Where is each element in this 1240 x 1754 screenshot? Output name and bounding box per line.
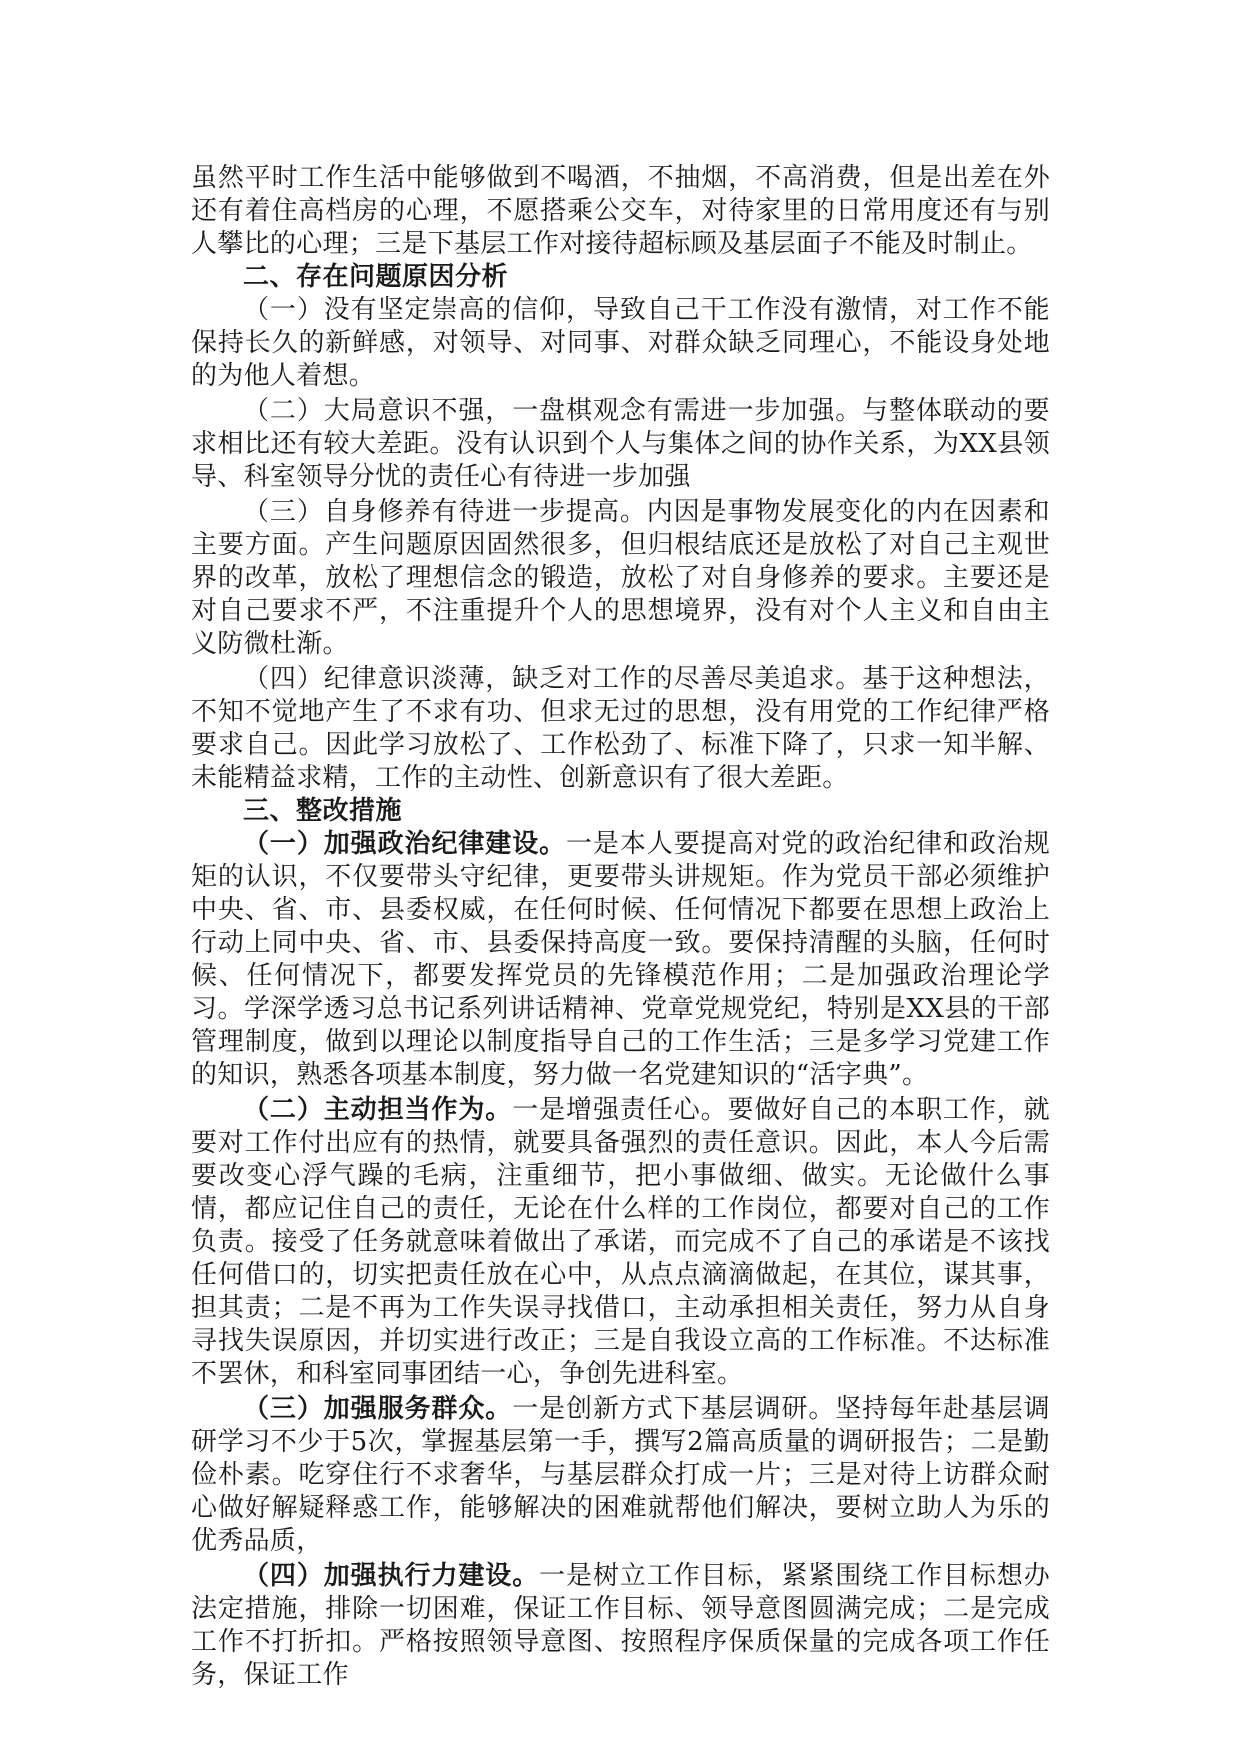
measure-paragraph-1 — [191, 828, 1050, 1092]
measure-lead-2: （二）主动担当作为。 — [243, 1095, 513, 1125]
cause-paragraph-4: （四）纪律意识淡薄，缺乏对工作的尽善尽美追求。基于这种想法，不知不觉地产生了不求有功、但求无过的思想，没有用党的工作纪律严格要求自己。因此学习放松了、工作松劲了、标准下降了，只求一知半解、未能精益求精，工作的主动性、创新意识有了很大差距。 — [191, 664, 1050, 793]
measure-paragraph-3 — [191, 1393, 1050, 1558]
document-page — [191, 162, 1050, 1692]
measure-body-4: 一是树立工作目标，紧紧围绕工作目标想办法定措施，排除一切困难，保证工作目标、领导意图圆满完成；二是完成工作不打折扣。严格按照领导意图、按照程序保质保量的完成各项工作任务，保证工作 — [191, 1561, 1050, 1690]
cause-paragraph-1: （一）没有坚定崇高的信仰，导致自己干工作没有激情，对工作不能保持长久的新鲜感，对领导、对同事、对群众缺乏同理心，不能设身处地的为他人着想。 — [191, 295, 1050, 391]
intro-paragraph: 虽然平时工作生活中能够做到不喝酒，不抽烟，不高消费，但是出差在外还有着住高档房的心理，不愿搭乘公交车，对待家里的日常用度还有与别人攀比的心理；三是下基层工作对接待超标顾及基层面子不能及时制止。 — [191, 163, 1050, 259]
section-heading-rectification: 三、整改措施 — [243, 796, 403, 826]
measure-paragraph-2 — [191, 1094, 1050, 1391]
cause-paragraph-3: （三）自身修养有待进一步提高。内因是事物发展变化的内在因素和主要方面。产生问题原因固然很多，但归根结底还是放松了对自己主观世界的改革，放松了理想信念的锻造，放松了对自身修养的要求。主要还是对自己要求不严，不注重提升个人的思想境界，没有对个人主义和自由主义防微杜渐。 — [191, 497, 1050, 659]
cause-paragraph-2: （二）大局意识不强，一盘棋观念有需进一步加强。与整体联动的要求相比还有较大差距。没有认识到个人与集体之间的协作关系，为XX县领导、科室领导分忧的责任心有待进一步加强 — [191, 396, 1050, 492]
measure-lead-3: （三）加强服务群众。 — [243, 1394, 513, 1424]
measure-body-3: 一是创新方式下基层调研。坚持每年赴基层调研学习不少于5次，掌握基层第一手，撰写2篇高质量的调研报告；二是勤俭朴素。吃穿住行不求奢华，与基层群众打成一片；三是对待上访群众耐心做好解疑释惑工作，能够解决的困难就帮他们解决，要树立助人为乐的优秀品质， — [191, 1394, 1050, 1556]
measure-body-2: 一是增强责任心。要做好自己的本职工作，就要对工作付出应有的热情，就要具备强烈的责任意识。因此，本人今后需要改变心浮气躁的毛病，注重细节，把小事做细、做实。无论做什么事情，都应记住自己的责任，无论在什么样的工作岗位，都要对自己的工作负责。接受了任务就意味着做出了承诺，而完成不了自己的承诺是不该找任何借口的，切实把责任放在心中，从点点滴滴做起，在其位，谋其事，担其责；二是不再为工作失误寻找借口，主动承担相关责任，努力从自身寻找失误原因，并切实进行改正；三是自我设立高的工作标准。不达标准不罢休，和科室同事团结一心，争创先进科室。 — [191, 1095, 1050, 1389]
section-heading-cause-analysis: 二、存在问题原因分析 — [243, 262, 509, 292]
measure-lead-4: （四）加强执行力建设。 — [243, 1561, 540, 1591]
measure-body-1: 一是本人要提高对党的政治纪律和政治规矩的认识，不仅要带头守纪律，更要带头讲规矩。作为党员干部必须维护中央、省、市、县委权威，在任何时候、任何情况下都要在思想上政治上行动上同中央、省、市、县委保持高度一致。要保持清醒的头脑，任何时候、任何情况下，都要发挥党员的先锋模范作用；二是加强政治理论学习。学深学透习总书记系列讲话精神、党章党规党纪，特别是XX县的干部管理制度，做到以理论以制度指导自己的工作生活；三是多学习党建工作的知识，熟悉各项基本制度，努力做一名党建知识的“活字典”。 — [191, 829, 1050, 1090]
measure-paragraph-4 — [191, 1560, 1050, 1692]
measure-lead-1: （一）加强政治纪律建设。 — [243, 829, 567, 859]
